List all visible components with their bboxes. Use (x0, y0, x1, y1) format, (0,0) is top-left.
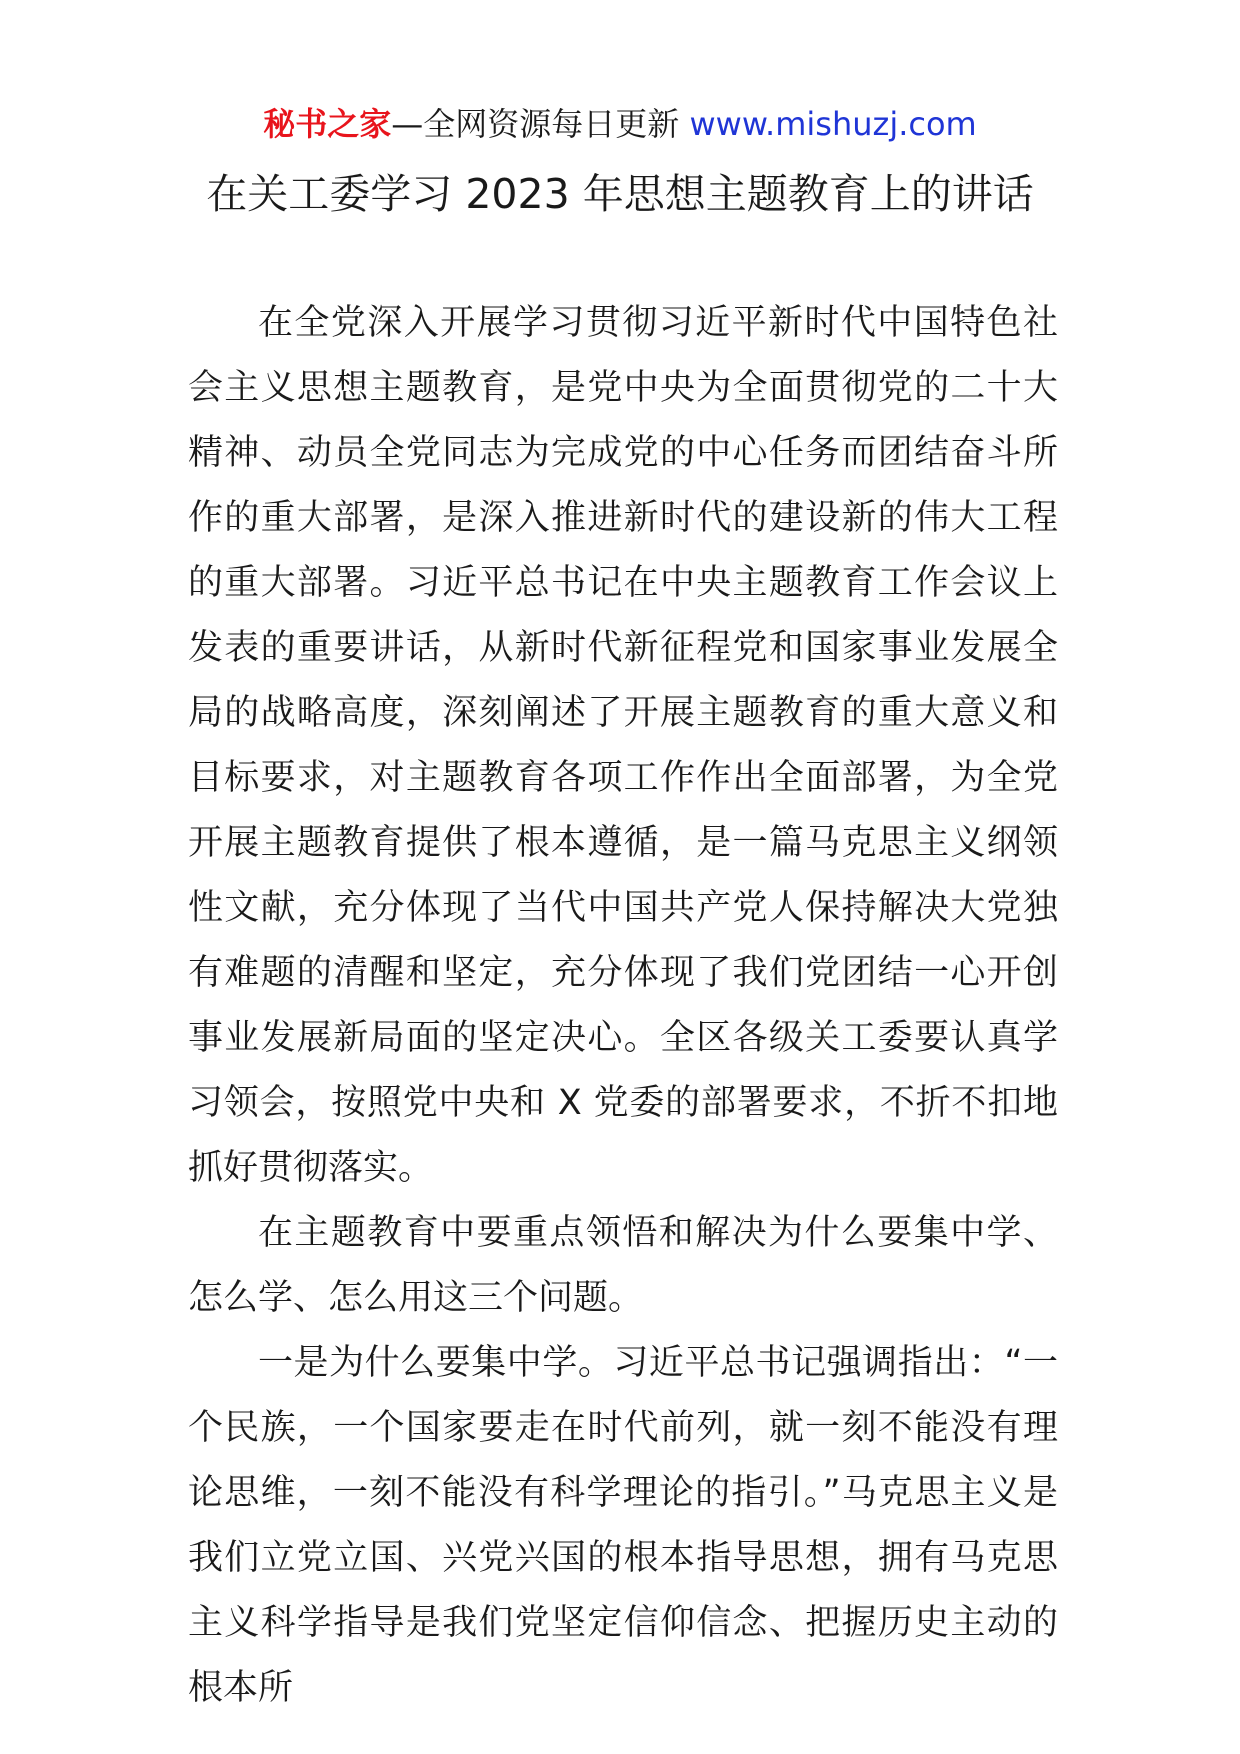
brand-name: 秘书之家 (263, 105, 392, 143)
document-body (188, 291, 1058, 1721)
paragraph-2: 在主题教育中要重点领悟和解决为什么要集中学、怎么学、怎么用这三个问题。 (188, 1213, 1058, 1318)
site-url-link[interactable]: www.mishuzj.com (689, 105, 977, 143)
paragraph-3: 一是为什么要集中学。习近平总书记强调指出：“一个民族，一个国家要走在时代前列，就一刻不能没有理论思维，一刻不能没有科学理论的指引。”马克思主义是我们立党立国、兴党兴国的根本指导思想，拥有马克思主义科学指导是我们党坚定信仰信念、把握历史主动的根本所 (188, 1343, 1058, 1708)
paragraph-1: 在全党深入开展学习贯彻习近平新时代中国特色社会主义思想主题教育，是党中央为全面贯彻党的二十大精神、动员全党同志为完成党的中心任务而团结奋斗所作的重大部署，是深入推进新时代的建设新的伟大工程的重大部署。习近平总书记在中央主题教育工作会议上发表的重要讲话，从新时代新征程党和国家事业发展全局的战略高度，深刻阐述了开展主题教育的重大意义和目标要求，对主题教育各项工作作出全面部署，为全党开展主题教育提供了根本遵循，是一篇马克思主义纲领性文献，充分体现了当代中国共产党人保持解决大党独有难题的清醒和坚定，充分体现了我们党团结一心开创事业发展新局面的坚定决心。全区各级关工委要认真学习领会，按照党中央和 X 党委的部署要求，不折不扣地抓好贯彻落实。 (188, 303, 1058, 1188)
document-title: 在关工委学习 2023 年思想主题教育上的讲话 (206, 170, 1034, 218)
header-slogan: —全网资源每日更新 (391, 105, 690, 143)
site-header (0, 100, 1240, 148)
